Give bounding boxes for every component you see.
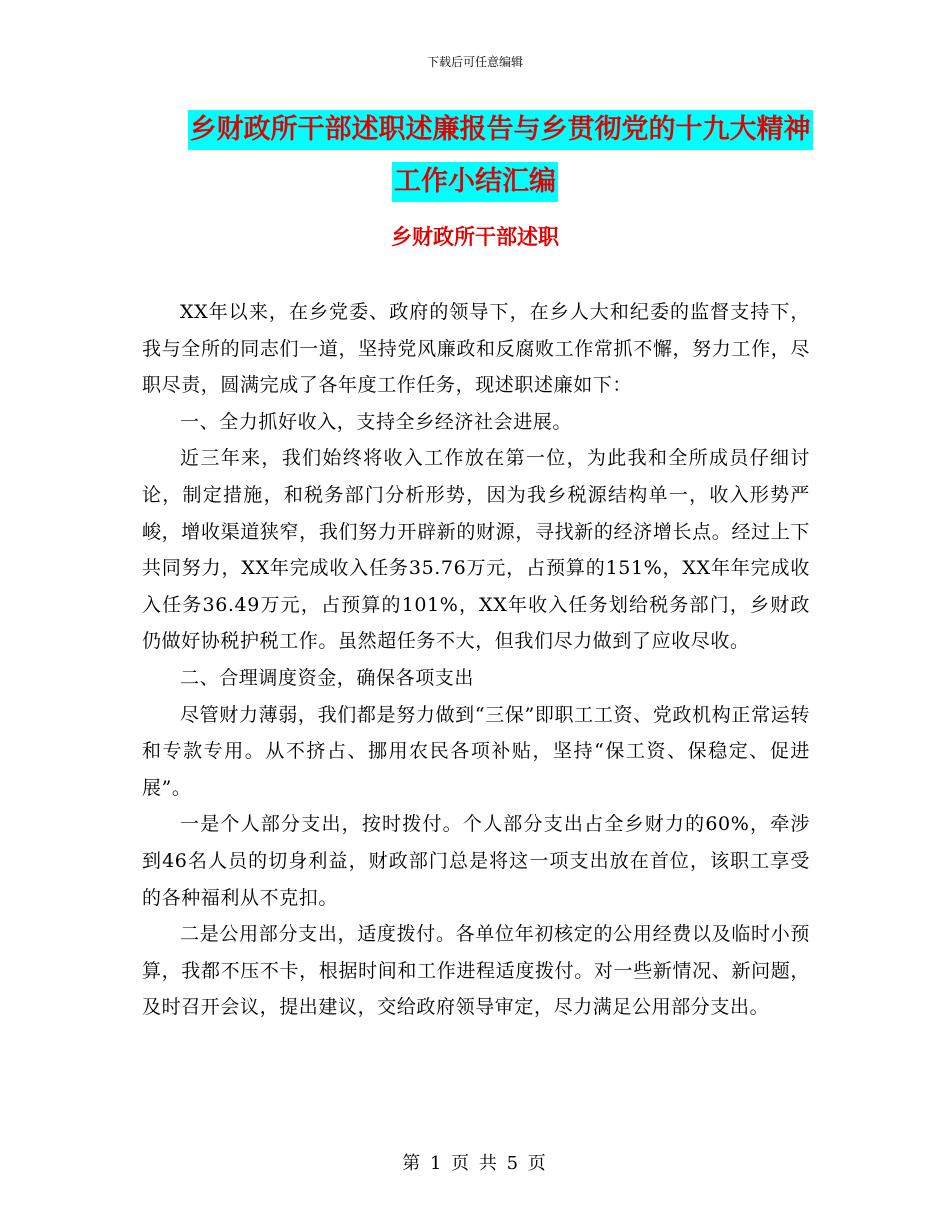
paragraph-funds: 尽管财力薄弱，我们都是努力做到“三保”即职工工资、党政机构正常运转和专款专用。从不挤占、挪用农民各项补贴，坚持“保工资、保稳定、促进展”。 xyxy=(142,703,810,799)
paragraph-personal: 一是个人部分支出，按时拨付。个人部分支出占全乡财力的60%，牵涉到46名人员的切身利益，财政部门总是将这一项支出放在首位，该职工享受的各种福利从不克扣。 xyxy=(142,813,810,909)
paragraph-intro: XX年以来，在乡党委、政府的领导下，在乡人大和纪委的监督支持下，我与全所的同志们一道，坚持党风廉政和反腐败工作常抓不懈，努力工作，尽职尽责，圆满完成了各年度工作任务，现述职述廉如下： xyxy=(142,301,810,397)
paragraph-public: 二是公用部分支出，适度拨付。各单位年初核定的公用经费以及临时小预算，我都不压不卡，根据时间和工作进程适度拨付。对一些新情况、新问题，及时召开会议，提出建议，交给政府领导审定，尽力满足公用部分支出。 xyxy=(142,923,810,1019)
page-indicator: 第 1 页 共 5 页 xyxy=(402,1153,548,1174)
paragraph-income: 近三年来，我们始终将收入工作放在第一位，为此我和全所成员仔细讨论，制定措施，和税务部门分析形势，因为我乡税源结构单一，收入形势严峻，增收渠道狭窄，我们努力开辟新的财源，寻找新的经济增长点。经过上下共同努力，XX年完成收入任务35.76万元，占预算的151%，XX年年完成收入任务36.49万元，占预算的101%，XX年收入任务划给税务部门，乡财政仍做好协税护税工作。虽然超任务不大，但我们尽力做到了应收尽收。 xyxy=(142,447,810,653)
header-note: 下载后可任意编辑 xyxy=(426,55,523,69)
paragraph-heading-2: 二、合理调度资金，确保各项支出 xyxy=(180,666,475,689)
section-heading: 乡财政所干部述职 xyxy=(391,225,559,249)
title-line-2: 工作小结汇编 xyxy=(392,162,558,202)
title-row-2 xyxy=(0,162,950,214)
title-line-1: 乡财政所干部述职述廉报告与乡贯彻党的十九大精神 xyxy=(188,110,813,150)
body-text xyxy=(142,294,810,1026)
title-row-1 xyxy=(0,110,950,162)
document-title xyxy=(0,110,950,214)
paragraph-heading-1: 一、全力抓好收入，支持全乡经济社会进展。 xyxy=(180,410,573,433)
